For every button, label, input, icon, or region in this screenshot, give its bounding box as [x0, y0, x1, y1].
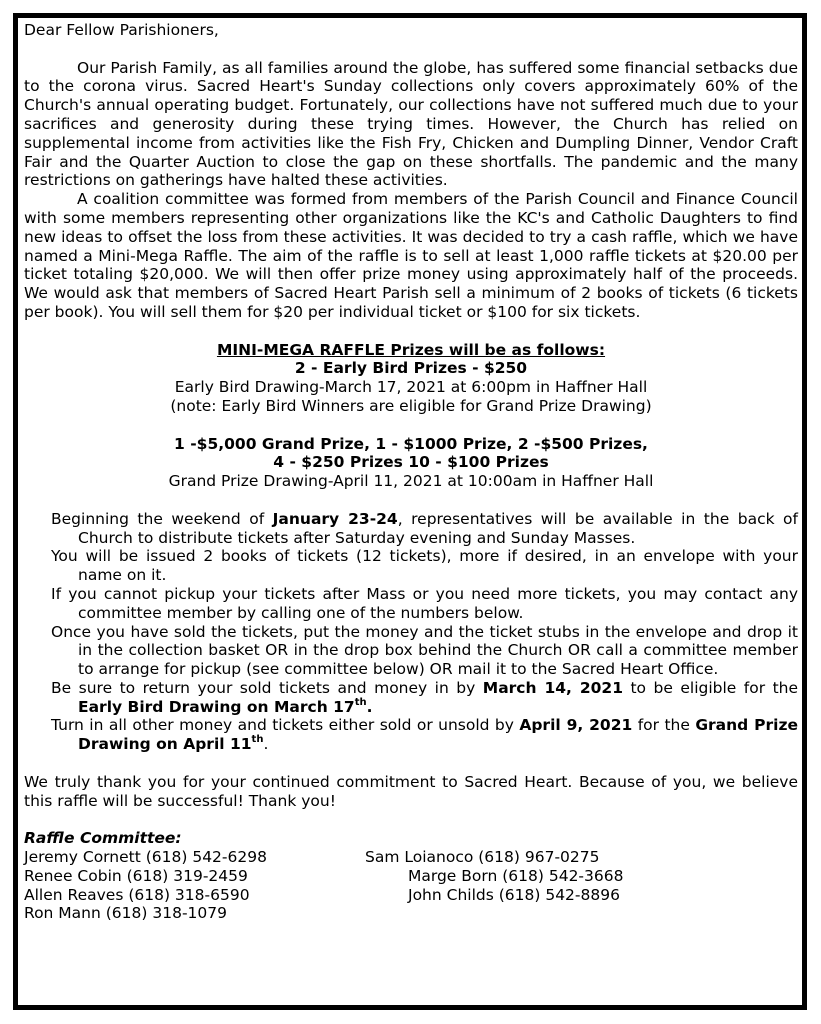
date-april-9: April 9, 2021 [519, 716, 633, 735]
prizes-section [24, 341, 798, 491]
grand-prizes-line-2: 4 - $250 Prizes 10 - $100 Prizes [273, 453, 549, 472]
salutation: Dear Fellow Parishioners, [24, 21, 219, 39]
spacer [24, 491, 798, 510]
spacer [24, 322, 798, 341]
early-bird-prizes: 2 - Early Bird Prizes - $250 [294, 359, 528, 378]
instruction-item: Once you have sold the tickets, put the money and the ticket stubs in the envelope and drop it in the collection basket OR in the drop box behind the Church OR call a committee member to arrange for pickup (see committee below) OR mail it to the Sacred Heart Office. [51, 622, 798, 679]
prizes-title: MINI-MEGA RAFFLE Prizes will be as follows: [216, 340, 606, 359]
committee-title: Raffle Committee: [24, 829, 182, 848]
committee-member: Sam Loianoco (618) 967-0275 [365, 848, 600, 867]
spacer [24, 416, 798, 435]
committee-member: Ron Mann (618) 318-1079 [24, 904, 227, 923]
instruction-item: If you cannot pickup your tickets after Mass or you need more tickets, you may contact any committee member by calling one of the numbers below. [51, 584, 798, 622]
committee-column-left [24, 848, 267, 923]
committee-list [24, 848, 798, 924]
spacer [24, 754, 798, 773]
paragraph-financial-setbacks: Our Parish Family, as all families around the globe, has suffered some financial setbacks due to the corona virus. Sacred Heart's Sunday collections only covers approximately 60% of the Church's annual operating budget. Fortunately, our collections have not suffered much due to your sacrifices and generosity during these trying times. However, the Church has relied on supplemental income from activities like the Fish Fry, Chicken and Dumpling Dinner, Vendor Craft Fair and the Quarter Auction to close the gap on these shortfalls. The pandemic and the many restrictions on gatherings have halted these activities. [24, 58, 798, 190]
grand-prize-drawing: Grand Prize Drawing-April 11, 2021 at 10:00am in Haffner Hall [168, 472, 654, 491]
spacer [24, 810, 798, 829]
date-january: January 23-24 [272, 509, 398, 528]
instructions-list [51, 510, 798, 754]
closing-paragraph: We truly thank you for your continued commitment to Sacred Heart. Because of you, we believe this raffle will be successful! Thank you! [24, 772, 798, 810]
early-bird-note: (note: Early Bird Winners are eligible for Grand Prize Drawing) [170, 396, 652, 415]
committee-column-right [365, 848, 623, 904]
committee-member: John Childs (618) 542-8896 [408, 885, 620, 904]
committee-member: Marge Born (618) 542-3668 [408, 866, 624, 885]
instruction-item: Be sure to return your sold tickets and money in by March 14, 2021 to be eligible for the Early Bird Drawing on March 17th. [51, 678, 799, 716]
letter-body [24, 21, 798, 924]
grand-prize-drawing-date: Grand Prize Drawing on April 11 [78, 716, 799, 754]
committee-member: Renee Cobin (618) 319-2459 [24, 866, 248, 885]
early-bird-drawing-date: Early Bird Drawing on March 17 [78, 697, 355, 716]
paragraph-coalition-committee: A coalition committee was formed from members of the Parish Council and Finance Council with some members representing other organizations like the KC's and Catholic Daughters to find new ideas to offset the loss from these activities. It was decided to try a cash raffle, which we have named a Mini-Mega Raffle. The aim of the raffle is to sell at least 1,000 raffle tickets at $20.00 per ticket totaling $20,000. We will then offer prize money using approximately half of the proceeds. We would ask that members of Sacred Heart Parish sell a minimum of 2 books of tickets (6 tickets per book). You will sell them for $20 per individual ticket or $100 for six tickets. [24, 190, 798, 321]
date-march-14: March 14, 2021 [482, 678, 623, 697]
instruction-item: You will be issued 2 books of tickets (12 tickets), more if desired, in an envelope with your name on it. [51, 547, 798, 585]
instruction-item: Beginning the weekend of January 23-24, representatives will be available in the back of Church to distribute tickets after Saturday evening and Sunday Masses. [51, 509, 798, 547]
committee-member: Allen Reaves (618) 318-6590 [24, 885, 250, 904]
spacer [24, 40, 798, 59]
committee-member: Jeremy Cornett (618) 542-6298 [24, 848, 267, 867]
instruction-item: Turn in all other money and tickets either sold or unsold by April 9, 2021 for the Grand Prize Drawing on April 11th. [51, 716, 799, 754]
early-bird-drawing: Early Bird Drawing-March 17, 2021 at 6:00pm in Haffner Hall [174, 378, 648, 397]
letter-frame [13, 13, 807, 1010]
grand-prizes-line-1: 1 -$5,000 Grand Prize, 1 - $1000 Prize, 2 -$500 Prizes, [174, 434, 648, 453]
